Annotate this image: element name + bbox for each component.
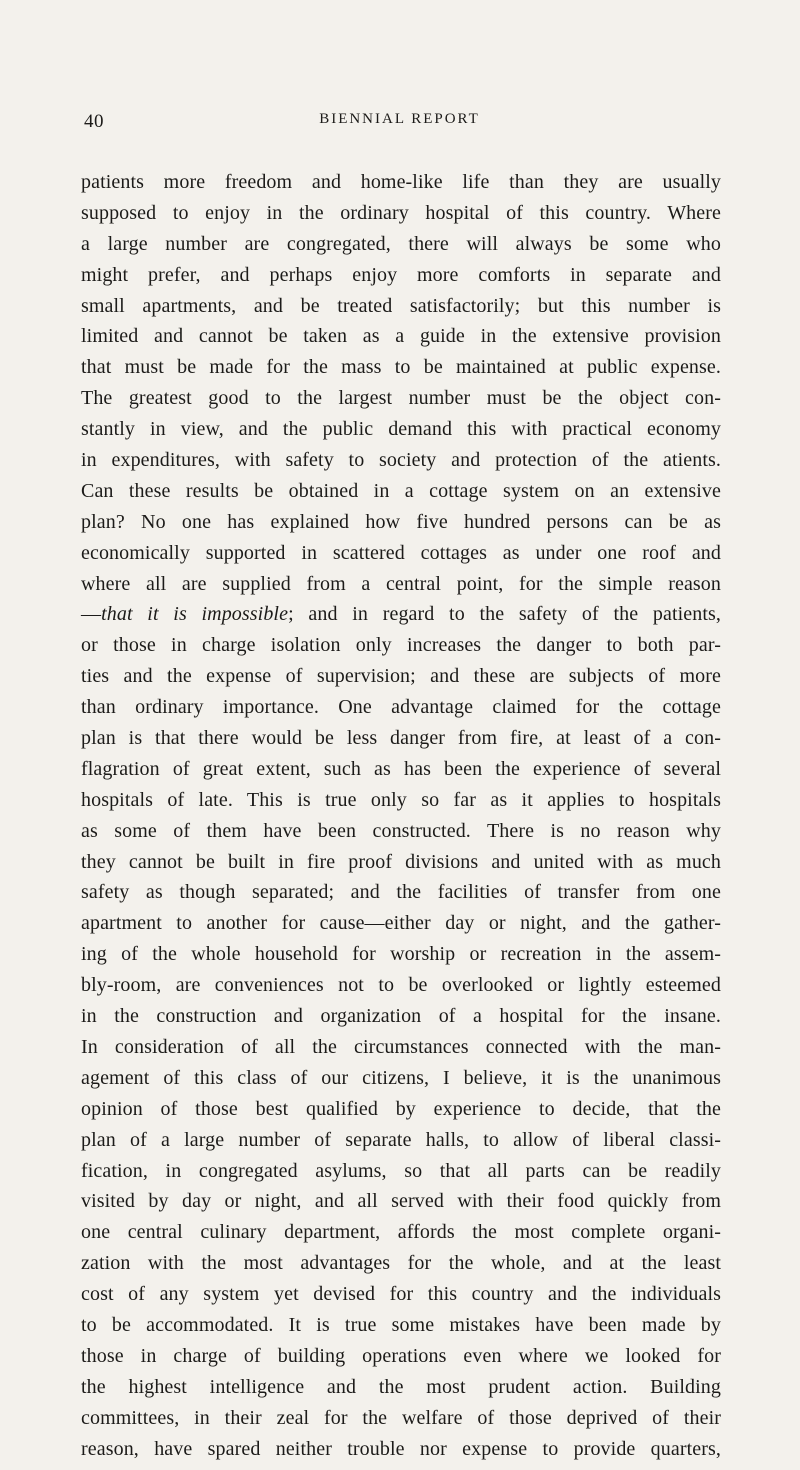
text-line: cost of any system yet devised for this country and the individuals xyxy=(81,1283,721,1306)
text-line: Can these results be obtained in a cottage system on an extensive xyxy=(81,479,721,502)
text-line: might prefer, and perhaps enjoy more comforts in separate and xyxy=(81,263,721,286)
text-line: where all are supplied from a central point, for the simple reason xyxy=(81,572,721,595)
text-line: reason, have spared neither trouble nor expense to provide quarters, xyxy=(81,1437,721,1460)
body-text xyxy=(81,167,721,1464)
text-line: they cannot be built in fire proof divisions and united with as much xyxy=(81,850,721,873)
text-line: those in charge of building operations even where we looked for xyxy=(81,1344,721,1367)
text-line: In consideration of all the circumstances connected with the man- xyxy=(81,1035,721,1058)
page-header xyxy=(84,111,715,137)
text-line: plan of a large number of separate halls, to allow of liberal classi- xyxy=(81,1128,721,1151)
text-line: small apartments, and be treated satisfactorily; but this number is xyxy=(81,294,721,317)
text-line: limited and cannot be taken as a guide in the extensive provision xyxy=(81,325,721,348)
text-line: patients more freedom and home-like life than they are usually xyxy=(81,171,721,193)
text-line: in expenditures, with safety to society and protection of the atients. xyxy=(81,449,721,472)
text-line: apartment to another for cause—either day or night, and the gather- xyxy=(81,912,721,935)
dash: — xyxy=(81,603,102,626)
text-line: the highest intelligence and the most prudent action. Building xyxy=(81,1375,721,1398)
text-line: agement of this class of our citizens, I believe, it is the unanimous xyxy=(81,1066,721,1089)
text-line: that must be made for the mass to be maintained at public expense. xyxy=(81,356,721,379)
italic-phrase: that it is impossible xyxy=(101,603,289,626)
text-line: bly-room, are conveniences not to be overlooked or lightly esteemed xyxy=(81,974,721,997)
text-line: hospitals of late. This is true only so far as it applies to hospitals xyxy=(81,788,721,811)
text-line: visited by day or night, and all served with their food quickly from xyxy=(81,1190,721,1213)
text-line: flagration of great extent, such as has been the experience of several xyxy=(81,757,721,780)
text-line: economically supported in scattered cottages as under one roof and xyxy=(81,541,721,564)
text-line: supposed to enjoy in the ordinary hospital of this country. Where xyxy=(81,201,721,224)
text-line: fication, in congregated asylums, so that all parts can be readily xyxy=(81,1159,721,1182)
text-line: to be accommodated. It is true some mistakes have been made by xyxy=(81,1313,721,1336)
text-line: a large number are congregated, there will always be some who xyxy=(81,232,721,255)
text-line: plan? No one has explained how five hundred persons can be as xyxy=(81,510,721,533)
text-line: stantly in view, and the public demand this with practical economy xyxy=(81,418,721,441)
text-line: The greatest good to the largest number must be the object con- xyxy=(81,387,721,410)
text-line: one central culinary department, affords the most complete organi- xyxy=(81,1221,721,1244)
page-number: 40 xyxy=(84,111,104,132)
text-line: or those in charge isolation only increases the danger to both par- xyxy=(81,634,721,657)
text-line: plan is that there would be less danger from fire, at least of a con- xyxy=(81,727,721,750)
text-line: zation with the most advantages for the whole, and at the least xyxy=(81,1252,721,1275)
text-line: in the construction and organization of a hospital for the insane. xyxy=(81,1005,721,1028)
text-line: than ordinary importance. One advantage claimed for the cottage xyxy=(81,696,721,719)
text-line: opinion of those best qualified by experience to decide, that the xyxy=(81,1097,721,1120)
text-line-with-italic xyxy=(81,599,721,630)
text-line: ing of the whole household for worship or recreation in the assem- xyxy=(81,943,721,966)
text-line: as some of them have been constructed. There is no reason why xyxy=(81,819,721,842)
text-line: ties and the expense of supervision; and these are subjects of more xyxy=(81,665,721,688)
text-line: safety as though separated; and the facilities of transfer from one xyxy=(81,881,721,904)
running-head: BIENNIAL REPORT xyxy=(319,111,480,127)
line-remainder: ; and in regard to the safety of the patients, xyxy=(288,603,721,626)
text-line: committees, in their zeal for the welfare of those deprived of their xyxy=(81,1406,721,1429)
